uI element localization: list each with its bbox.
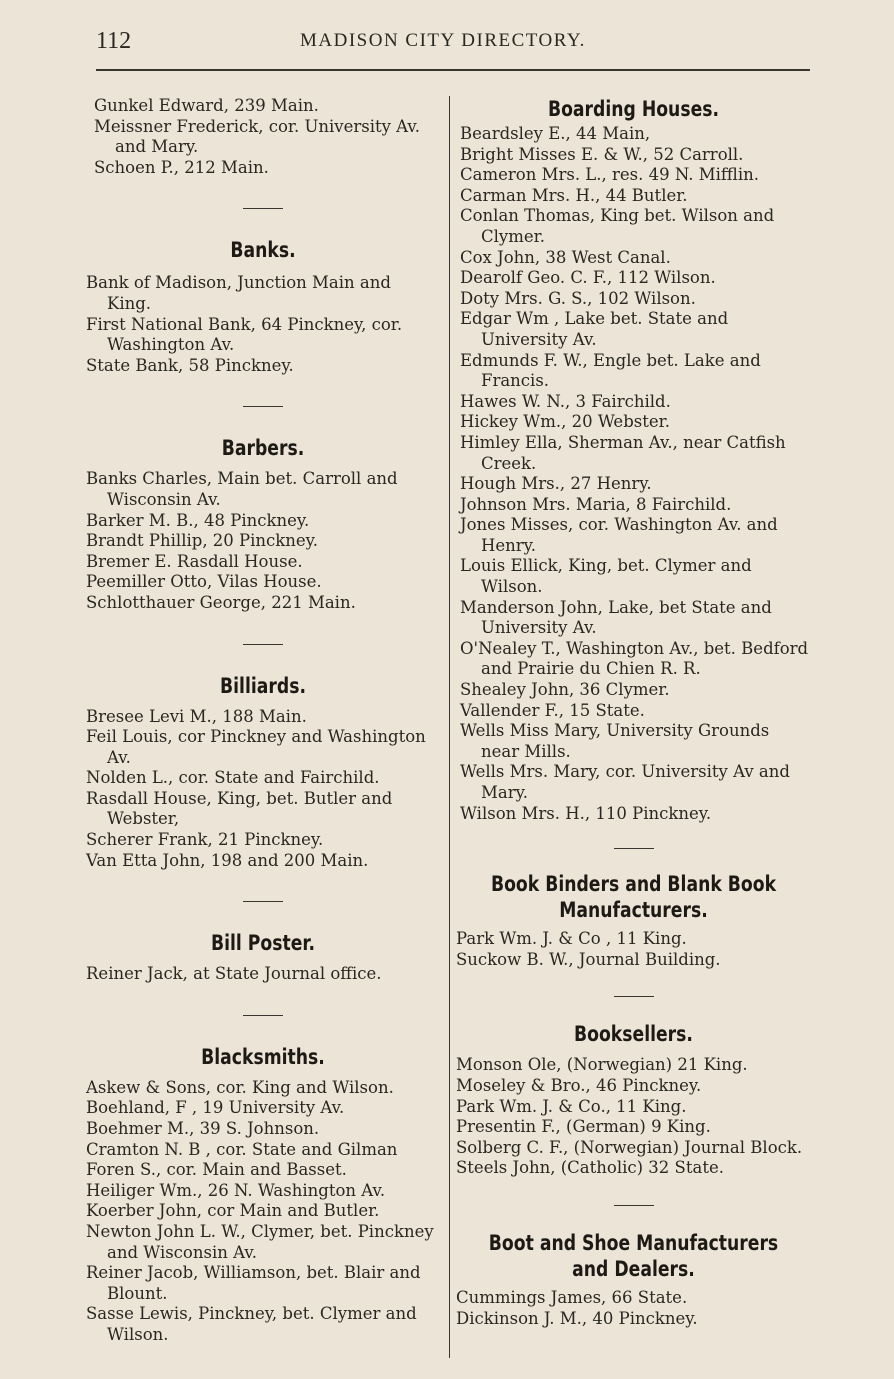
listing-entry: Sasse Lewis, Pinckney, bet. Clymer and Wilson. (86, 1304, 417, 1344)
listing-entry: Nolden L., cor. State and Fairchild. (86, 768, 380, 788)
listing-entry: Wilson Mrs. H., 110 Pinckney. (460, 803, 712, 823)
listing-entry: State Bank, 58 Pinckney. (86, 355, 294, 375)
listing-entry: Steels John, (Catholic) 32 State. (456, 1158, 724, 1178)
listing-entry: Meissner Frederick, cor. University Av. and Mary. (94, 116, 421, 157)
section-billiards (86, 673, 440, 872)
section-banks (86, 237, 440, 376)
listing-entry: Cameron Mrs. L., res. 49 N. Mifflin. (460, 165, 760, 185)
listing-entry: Shealey John, 36 Clymer. (460, 680, 670, 700)
listing-entry: Reiner Jack, at State Journal office. (86, 964, 382, 984)
listing-entry: Johnson Mrs. Maria, 8 Fairchild. (460, 494, 732, 514)
listing-entry: Doty Mrs. G. S., 102 Wilson. (460, 288, 696, 308)
section-bill-poster (86, 930, 440, 985)
section-boot-and-shoe (456, 1230, 811, 1329)
page-number: 112 (96, 28, 132, 54)
section-separator (243, 1015, 283, 1016)
listing-entry: Foren S., cor. Main and Basset. (86, 1160, 347, 1180)
section-title: Barbers. (221, 436, 305, 461)
listing-entry: Cummings James, 66 State. (456, 1287, 688, 1307)
listing-entry: Gunkel Edward, 239 Main. (94, 96, 319, 115)
listing-entry: Moseley & Bro., 46 Pinckney. (456, 1075, 702, 1095)
section-booksellers (456, 1021, 811, 1179)
section-separator (614, 996, 654, 997)
listing-entry: Van Etta John, 198 and 200 Main. (86, 850, 369, 870)
listing-entry: Cramton N. B , cor. State and Gilman (86, 1139, 398, 1159)
section-title: Booksellers. (574, 1022, 693, 1047)
listing-entry: Koerber John, cor Main and Butler. (86, 1201, 380, 1221)
section-separator (243, 208, 283, 209)
section-separator (243, 901, 283, 902)
listing-entry: Bresee Levi M., 188 Main. (86, 706, 307, 726)
listing-entry: Peemiller Otto, Vilas House. (86, 572, 322, 592)
listing-entry: Presentin F., (German) 9 King. (456, 1117, 711, 1137)
listing-entry: Vallender F., 15 State. (460, 700, 645, 720)
listing-entry: Louis Ellick, King, bet. Clymer and Wilson. (460, 556, 752, 597)
section-title: Book Binders and Blank Book Manufacturers. (490, 872, 777, 923)
listing-entry: Boehland, F , 19 University Av. (86, 1098, 345, 1118)
listing-entry: Boehmer M., 39 S. Johnson. (86, 1119, 320, 1139)
listing-entry: Himley Ella, Sherman Av., near Catfish Creek. (460, 432, 786, 473)
listing-entry: Brandt Phillip, 20 Pinckney. (86, 531, 319, 551)
listing-entry: Banks Charles, Main bet. Carroll and Wisconsin Av. (86, 469, 398, 509)
listing-entry: Rasdall House, King, bet. Butler and Webster, (86, 788, 393, 829)
listing-entry: Schlotthauer George, 221 Main. (86, 592, 356, 612)
listing-entry: Park Wm. J. & Co., 11 King. (456, 1096, 687, 1116)
section-title: Billiards. (220, 673, 306, 698)
right-column (456, 96, 811, 1329)
listing-entry: Edmunds F. W., Engle bet. Lake and Francis. (460, 350, 761, 391)
left-column (86, 96, 440, 1346)
listing-entry: Edgar Wm , Lake bet. State and University Av. (460, 309, 729, 349)
listing-entry: Conlan Thomas, King bet. Wilson and Clymer. (460, 206, 775, 246)
listing-entry: O'Nealey T., Washington Av., bet. Bedford and Prairie du Chien R. R. (460, 638, 809, 679)
listing-entry: Heiliger Wm., 26 N. Washington Av. (86, 1180, 386, 1200)
listing-entry: Scherer Frank, 21 Pinckney. (86, 830, 324, 850)
listing-entry: Bright Misses E. & W., 52 Carroll. (460, 144, 744, 164)
listing-entry: First National Bank, 64 Pinckney, cor. Washington Av. (86, 314, 403, 355)
section-separator (243, 406, 283, 407)
section-title: Boot and Shoe Manufacturers and Dealers. (488, 1230, 779, 1281)
column-divider (449, 96, 450, 1358)
listing-entry: Hickey Wm., 20 Webster. (460, 412, 670, 432)
running-head: MADISON CITY DIRECTORY. (300, 30, 586, 51)
listing-entry: Carman Mrs. H., 44 Butler. (460, 185, 688, 205)
listing-entry: Hawes W. N., 3 Fairchild. (460, 391, 671, 411)
listing-entry: Dickinson J. M., 40 Pinckney. (456, 1308, 698, 1328)
listing-entry: Cox John, 38 West Canal. (460, 247, 671, 267)
listing-entry: Monson Ole, (Norwegian) 21 King. (456, 1055, 748, 1075)
section-blacksmiths (86, 1044, 440, 1346)
listing-entry: Hough Mrs., 27 Henry. (460, 474, 652, 494)
listing-entry: Dearolf Geo. C. F., 112 Wilson. (460, 268, 716, 288)
listing-entry: Solberg C. F., (Norwegian) Journal Block. (456, 1137, 803, 1157)
listing-entry: Bank of Madison, Junction Main and King. (86, 273, 391, 313)
listing-entry: Suckow B. W., Journal Building. (456, 949, 721, 969)
section-boarding-houses (456, 96, 811, 824)
listing-entry: Reiner Jacob, Williamson, bet. Blair and Blount. (86, 1263, 421, 1303)
section-title: Banks. (230, 238, 296, 263)
listing-entry: Barker M. B., 48 Pinckney. (86, 510, 310, 530)
header-rule (96, 69, 810, 71)
listing-entry: Jones Misses, cor. Washington Av. and Henry. (460, 515, 778, 555)
listing-entry: Wells Mrs. Mary, cor. University Av and Mary. (460, 762, 790, 802)
section-separator (614, 848, 654, 849)
listing-entry: Manderson John, Lake, bet State and University Av. (460, 597, 772, 638)
listing-entry: Park Wm. J. & Co , 11 King. (456, 929, 687, 949)
listing-entry: Bremer E. Rasdall House. (86, 551, 303, 571)
listing-entry: Schoen P., 212 Main. (94, 157, 269, 177)
section-title: Boarding Houses. (547, 97, 720, 121)
listing-entry: Beardsley E., 44 Main, (460, 124, 651, 143)
continued-entries (86, 96, 440, 178)
section-barbers (86, 435, 440, 613)
section-title: Blacksmiths. (201, 1044, 325, 1069)
listing-entry: Askew & Sons, cor. King and Wilson. (86, 1077, 394, 1097)
section-separator (243, 644, 283, 645)
listing-entry: Feil Louis, cor Pinckney and Washington Av. (86, 727, 426, 767)
section-title: Bill Poster. (210, 931, 316, 956)
listing-entry: Newton John L. W., Clymer, bet. Pinckney and Wisconsin Av. (86, 1222, 434, 1262)
section-separator (614, 1205, 654, 1206)
section-book-binders (456, 871, 811, 970)
listing-entry: Wells Miss Mary, University Grounds near Mills. (460, 721, 770, 761)
